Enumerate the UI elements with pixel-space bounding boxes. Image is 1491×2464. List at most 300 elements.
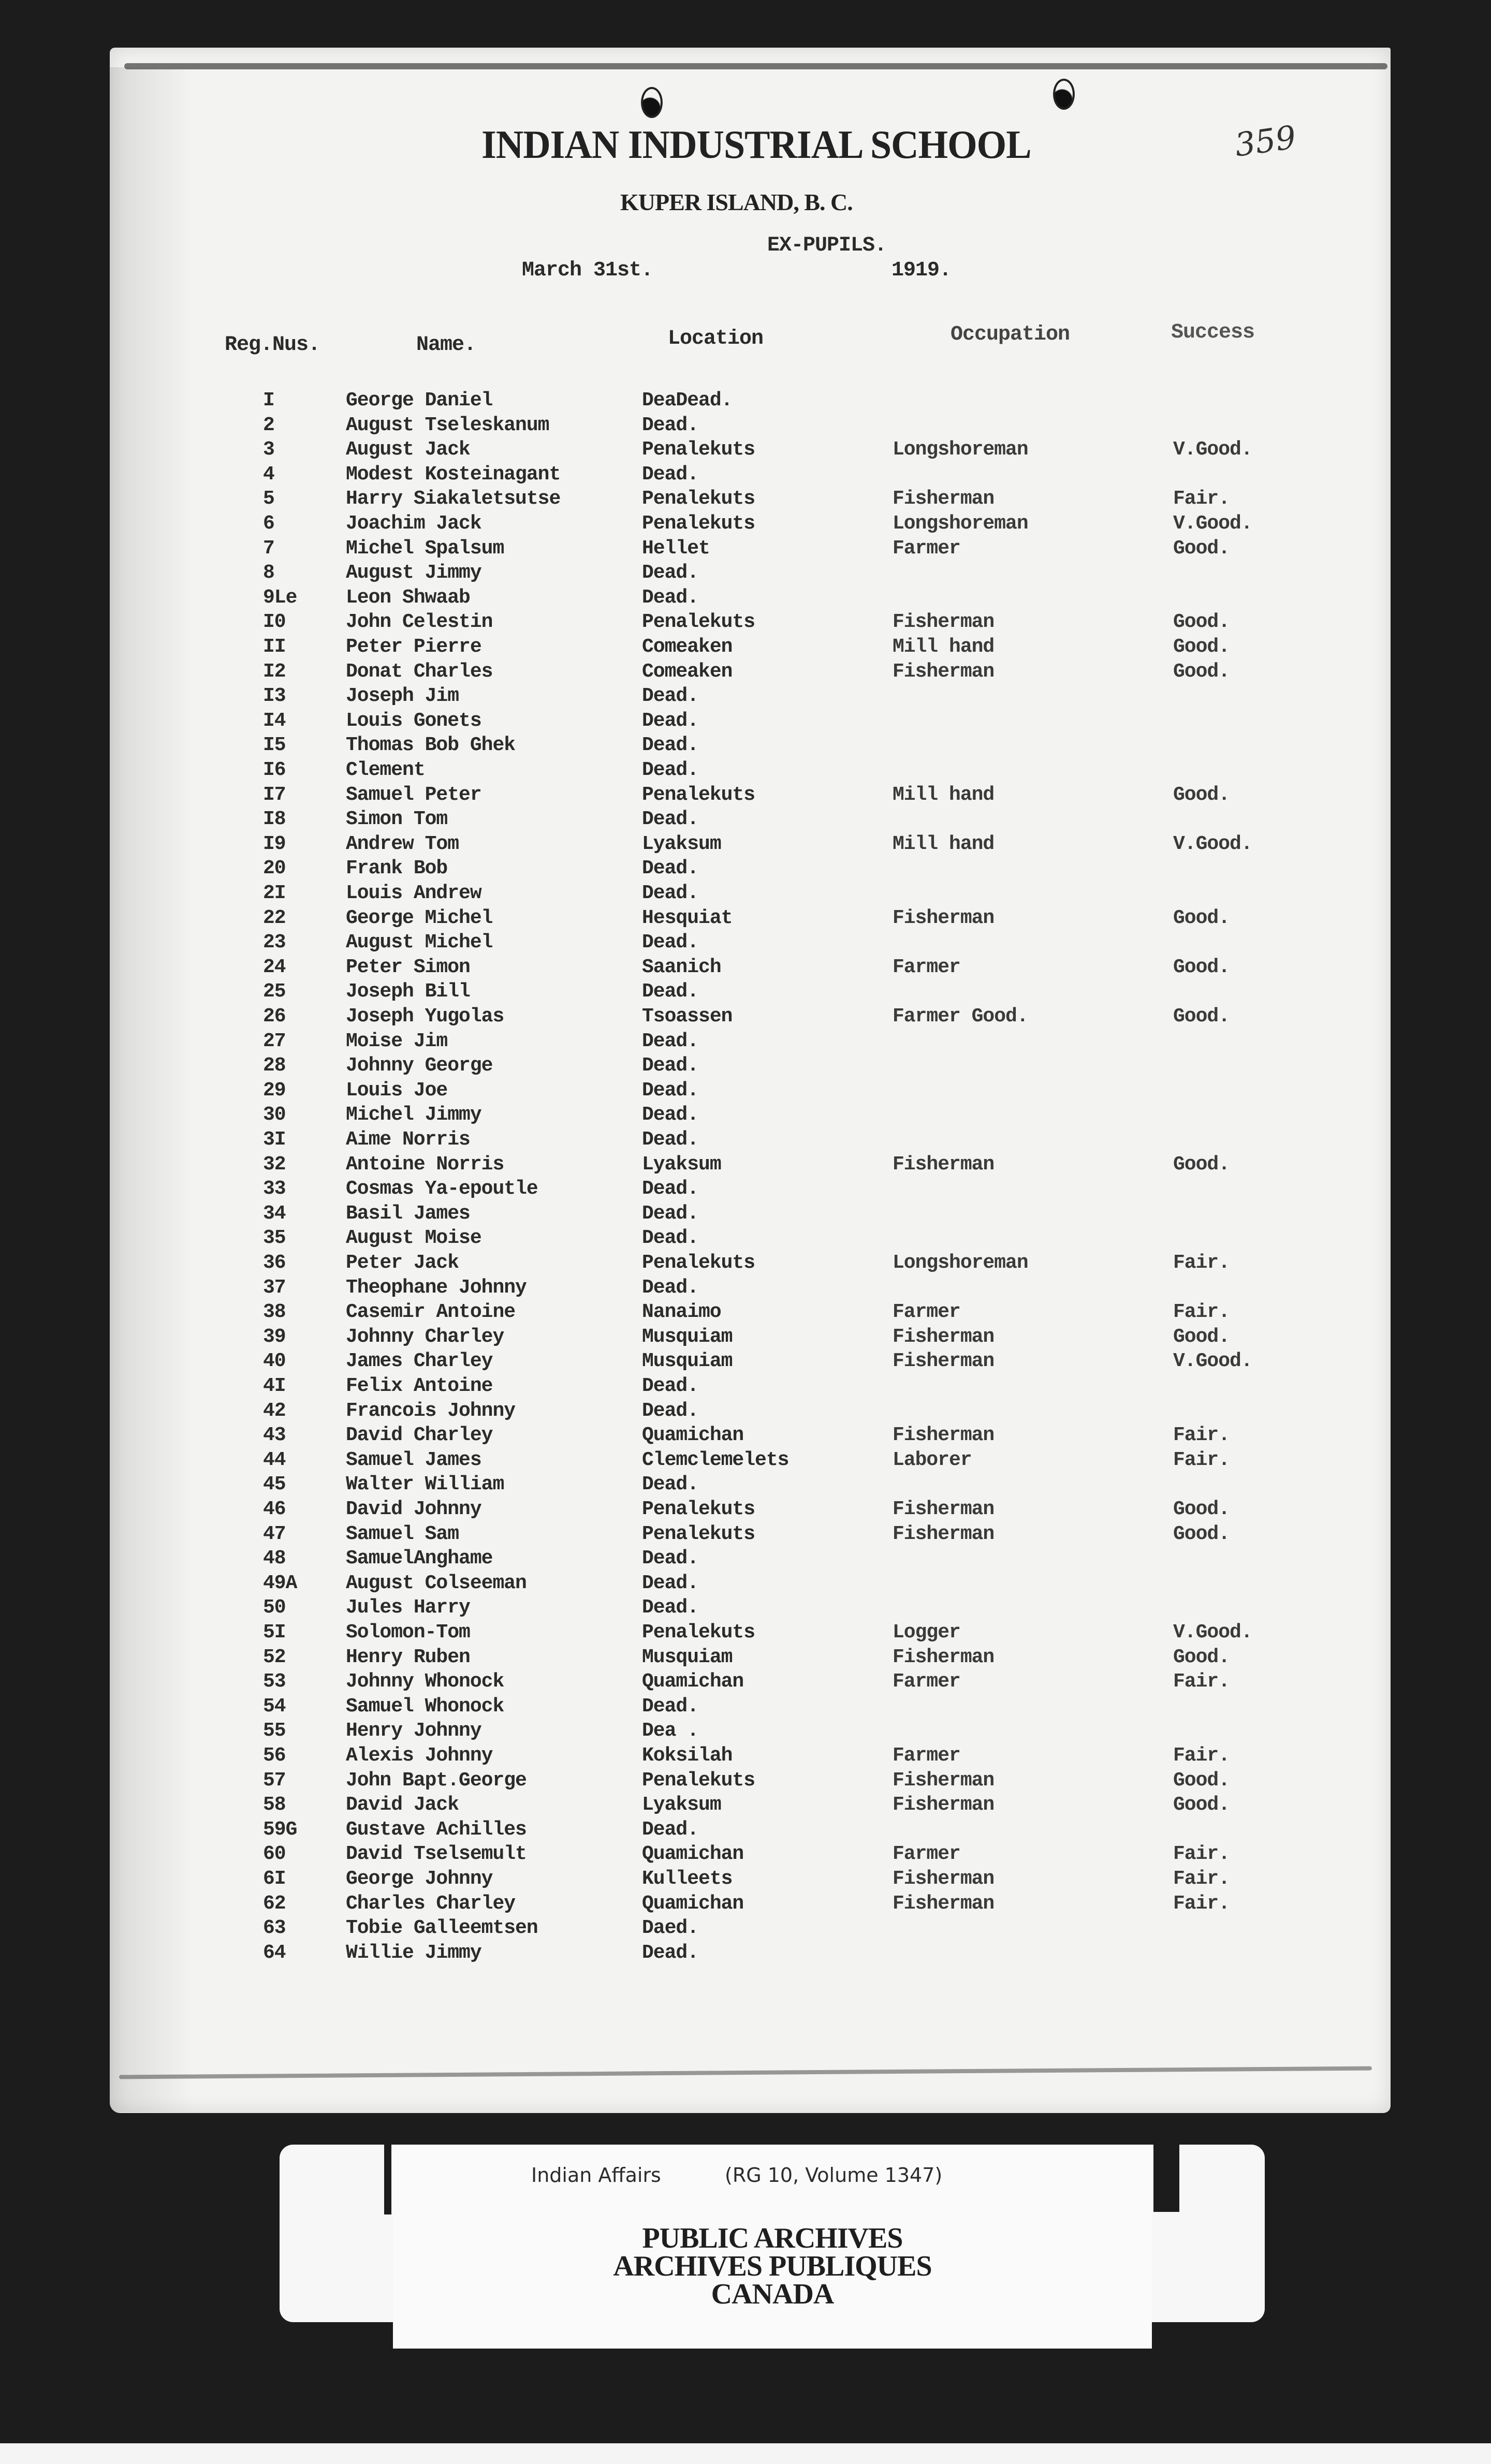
table-row bbox=[0, 979, 1491, 1004]
pupil-occupation: Fisherman bbox=[893, 611, 995, 634]
table-row bbox=[0, 1842, 1491, 1866]
pupil-occupation: Fisherman bbox=[893, 660, 995, 683]
reg-number: 62 bbox=[263, 1892, 286, 1915]
pupil-location: Quamichan bbox=[642, 1670, 744, 1693]
reg-number: 9Le bbox=[263, 586, 297, 609]
pupil-location: Dead. bbox=[642, 1227, 699, 1250]
archive-fonds: Indian Affairs bbox=[531, 2164, 661, 2187]
pupil-name: August Michel bbox=[346, 931, 493, 954]
pupil-name: Louis Gonets bbox=[346, 709, 481, 732]
pupil-occupation: Longshoreman bbox=[893, 1252, 1028, 1274]
table-row bbox=[0, 1694, 1491, 1719]
reg-number: 3 bbox=[263, 438, 274, 461]
archive-reference: (RG 10, Volume 1347) bbox=[725, 2164, 943, 2187]
pupil-success: Fair. bbox=[1173, 1868, 1230, 1890]
table-row bbox=[0, 1152, 1491, 1177]
table-row bbox=[0, 733, 1491, 757]
pupil-name: George Michel bbox=[346, 906, 493, 929]
label-divider bbox=[1153, 2145, 1179, 2212]
pupil-success: Good. bbox=[1173, 1794, 1230, 1816]
pupil-occupation: Fisherman bbox=[893, 1424, 995, 1447]
pupil-occupation: Fisherman bbox=[893, 1498, 995, 1520]
pupil-location: Dead. bbox=[642, 1128, 699, 1151]
pupil-success: Good. bbox=[1173, 956, 1230, 978]
pupil-success: Good. bbox=[1173, 1522, 1230, 1545]
pupil-success: Good. bbox=[1173, 1153, 1230, 1176]
pupil-occupation: Farmer bbox=[893, 1843, 960, 1866]
pupil-name: Leon Shwaab bbox=[346, 586, 470, 609]
reg-number: 47 bbox=[263, 1522, 286, 1545]
pupil-name: Tobie Galleemtsen bbox=[346, 1917, 538, 1940]
reg-number: 50 bbox=[263, 1596, 286, 1619]
pupil-occupation: Fisherman bbox=[893, 1646, 995, 1668]
pupil-name: Johnny Whonock bbox=[346, 1670, 504, 1693]
pupil-name: Louis Joe bbox=[346, 1079, 448, 1102]
pupil-location: Dead. bbox=[642, 931, 699, 954]
table-row bbox=[0, 1177, 1491, 1201]
pupil-success: Fair. bbox=[1173, 488, 1230, 510]
pupil-name: Clement bbox=[346, 759, 425, 781]
reg-number: 56 bbox=[263, 1744, 286, 1767]
pupil-location: Comeaken bbox=[642, 660, 733, 683]
pupil-name: August Moise bbox=[346, 1227, 481, 1250]
document-title: INDIAN INDUSTRIAL SCHOOL bbox=[481, 122, 1031, 168]
pupil-name: Samuel Whonock bbox=[346, 1695, 504, 1718]
pupil-name: Samuel Peter bbox=[346, 783, 481, 806]
table-row bbox=[0, 1595, 1491, 1620]
table-row bbox=[0, 856, 1491, 881]
reg-number: 55 bbox=[263, 1720, 286, 1742]
reg-number: 26 bbox=[263, 1005, 286, 1028]
pupil-location: Dead. bbox=[642, 857, 699, 880]
pupil-location: Dead. bbox=[642, 1818, 699, 1841]
table-row bbox=[0, 1004, 1491, 1029]
pupil-name: George Johnny bbox=[346, 1868, 493, 1890]
pupil-location: Dead. bbox=[642, 709, 699, 732]
pupil-location: Musquiam bbox=[642, 1646, 733, 1668]
pupil-name: David Tselsemult bbox=[346, 1843, 527, 1866]
pupil-location: Penalekuts bbox=[642, 1522, 755, 1545]
pupil-name: Felix Antoine bbox=[346, 1375, 493, 1397]
pupil-location: Comeaken bbox=[642, 636, 733, 658]
pupil-success: Fair. bbox=[1173, 1424, 1230, 1447]
pupil-name: Peter Simon bbox=[346, 956, 470, 978]
pupil-occupation: Fisherman bbox=[893, 906, 995, 929]
report-date: March 31st. bbox=[522, 259, 653, 282]
scan-border bbox=[0, 2443, 1491, 2464]
pupil-location: Clemclemelets bbox=[642, 1448, 789, 1471]
pupil-success: V.Good. bbox=[1173, 438, 1252, 461]
reg-number: 40 bbox=[263, 1350, 286, 1373]
pupil-location: Dead. bbox=[642, 882, 699, 904]
reg-number: 49A bbox=[263, 1572, 297, 1594]
pupil-location: Dead. bbox=[642, 1276, 699, 1299]
reg-number: 35 bbox=[263, 1227, 286, 1250]
pupil-location: Penalekuts bbox=[642, 1621, 755, 1644]
table-row bbox=[0, 659, 1491, 684]
pupil-success: Good. bbox=[1173, 1769, 1230, 1792]
pupil-occupation: Logger bbox=[893, 1621, 960, 1644]
table-row bbox=[0, 832, 1491, 856]
table-row bbox=[0, 1497, 1491, 1521]
pupil-occupation: Fisherman bbox=[893, 1325, 995, 1348]
reg-number: 42 bbox=[263, 1399, 286, 1422]
pupil-location: Dead. bbox=[642, 1202, 699, 1225]
reg-number: 33 bbox=[263, 1178, 286, 1200]
table-row bbox=[0, 1078, 1491, 1103]
reg-number: 53 bbox=[263, 1670, 286, 1693]
reg-number: 2 bbox=[263, 414, 274, 436]
pupil-location: Dead. bbox=[642, 1178, 699, 1200]
pupil-location: DeaDead. bbox=[642, 389, 733, 412]
pupil-location: Dead. bbox=[642, 734, 699, 757]
pupil-location: Hesquiat bbox=[642, 906, 733, 929]
table-row bbox=[0, 437, 1491, 462]
pupil-occupation: Fisherman bbox=[893, 1892, 995, 1915]
reg-number: 37 bbox=[263, 1276, 286, 1299]
pupil-occupation: Mill hand bbox=[893, 832, 995, 855]
pupil-location: Dead. bbox=[642, 1941, 699, 1964]
reg-number: 39 bbox=[263, 1325, 286, 1348]
table-row bbox=[0, 1472, 1491, 1497]
pupil-location: Penalekuts bbox=[642, 611, 755, 634]
reg-number: 2I bbox=[263, 882, 286, 904]
pupil-location: Dead. bbox=[642, 1054, 699, 1077]
reg-number: 5I bbox=[263, 1621, 286, 1644]
section-heading: EX-PUPILS. bbox=[767, 234, 887, 257]
table-row bbox=[0, 1669, 1491, 1694]
pupil-name: Samuel James bbox=[346, 1448, 481, 1471]
pupil-occupation: Fisherman bbox=[893, 1153, 995, 1176]
pupil-occupation: Farmer bbox=[893, 1744, 960, 1767]
pupil-occupation: Fisherman bbox=[893, 1868, 995, 1890]
pupil-location: Koksilah bbox=[642, 1744, 733, 1767]
page-fold-line bbox=[124, 63, 1387, 69]
pupil-occupation: Mill hand bbox=[893, 636, 995, 658]
pupil-location: Dead. bbox=[642, 1695, 699, 1718]
table-row bbox=[0, 930, 1491, 955]
table-row bbox=[0, 1546, 1491, 1571]
table-row bbox=[0, 906, 1491, 930]
table-row bbox=[0, 1916, 1491, 1940]
pupil-location: Dead. bbox=[642, 1596, 699, 1619]
reg-number: 43 bbox=[263, 1424, 286, 1447]
table-row bbox=[0, 487, 1491, 511]
pupil-name: Aime Norris bbox=[346, 1128, 470, 1151]
table-row bbox=[0, 1571, 1491, 1595]
pupil-location: Penalekuts bbox=[642, 512, 755, 535]
pupil-name: John Bapt.George bbox=[346, 1769, 527, 1792]
pupil-name: Alexis Johnny bbox=[346, 1744, 493, 1767]
reg-number: I0 bbox=[263, 611, 286, 634]
table-row bbox=[0, 1349, 1491, 1373]
pupil-name: Frank Bob bbox=[346, 857, 448, 880]
table-row bbox=[0, 635, 1491, 659]
reg-number: 20 bbox=[263, 857, 286, 880]
table-row bbox=[0, 1103, 1491, 1127]
reg-number: 23 bbox=[263, 931, 286, 954]
pupil-name: Walter William bbox=[346, 1473, 504, 1496]
pupil-success: V.Good. bbox=[1173, 832, 1252, 855]
reg-number: 30 bbox=[263, 1104, 286, 1126]
table-row bbox=[0, 536, 1491, 561]
pupil-name: Henry Ruben bbox=[346, 1646, 470, 1668]
pupil-occupation: Fisherman bbox=[893, 1769, 995, 1792]
table-row bbox=[0, 1448, 1491, 1472]
pupil-name: August Tseleskanum bbox=[346, 414, 549, 436]
pupil-name: Donat Charles bbox=[346, 660, 493, 683]
pupil-name: SamuelAnghame bbox=[346, 1547, 493, 1570]
pupil-success: Fair. bbox=[1173, 1252, 1230, 1274]
pupil-name: Modest Kosteinagant bbox=[346, 463, 561, 486]
table-row bbox=[0, 1029, 1491, 1053]
pupil-occupation: Farmer bbox=[893, 537, 960, 560]
pupil-name: Cosmas Ya-epoutle bbox=[346, 1178, 538, 1200]
table-row bbox=[0, 1053, 1491, 1078]
table-row bbox=[0, 783, 1491, 807]
reg-number: 22 bbox=[263, 906, 286, 929]
reg-number: 3I bbox=[263, 1128, 286, 1151]
pupil-success: V.Good. bbox=[1173, 1621, 1252, 1644]
pupil-occupation: Longshoreman bbox=[893, 438, 1028, 461]
pupil-location: Penalekuts bbox=[642, 1498, 755, 1520]
pupil-name: George Daniel bbox=[346, 389, 493, 412]
pupil-location: Penalekuts bbox=[642, 1252, 755, 1274]
table-row bbox=[0, 1522, 1491, 1546]
reg-number: I7 bbox=[263, 783, 286, 806]
pupil-name: Willie Jimmy bbox=[346, 1941, 481, 1964]
reg-number: 64 bbox=[263, 1941, 286, 1964]
pupil-occupation: Farmer bbox=[893, 1670, 960, 1693]
table-row bbox=[0, 585, 1491, 610]
pupil-success: Good. bbox=[1173, 906, 1230, 929]
pupil-occupation: Longshoreman bbox=[893, 512, 1028, 535]
reg-number: 52 bbox=[263, 1646, 286, 1668]
table-row bbox=[0, 1251, 1491, 1275]
pupil-location: Dead. bbox=[642, 1030, 699, 1052]
archive-name-fr: ARCHIVES PUBLIQUES bbox=[613, 2250, 932, 2282]
reg-number: 54 bbox=[263, 1695, 286, 1718]
pupil-name: Joseph Jim bbox=[346, 685, 459, 708]
pupil-success: Good. bbox=[1173, 1646, 1230, 1668]
pupil-name: Henry Johnny bbox=[346, 1720, 481, 1742]
table-row bbox=[0, 1867, 1491, 1891]
column-header-occupation: Occupation bbox=[951, 323, 1070, 346]
pupil-name: Antoine Norris bbox=[346, 1153, 504, 1176]
pupil-location: Penalekuts bbox=[642, 783, 755, 806]
column-header-name: Name. bbox=[416, 333, 476, 357]
reg-number: 4I bbox=[263, 1375, 286, 1397]
pupil-location: Dea . bbox=[642, 1720, 699, 1742]
pupil-name: Michel Jimmy bbox=[346, 1104, 481, 1126]
pupil-location: Dead. bbox=[642, 414, 699, 436]
reg-number: I3 bbox=[263, 685, 286, 708]
table-row bbox=[0, 955, 1491, 979]
table-row bbox=[0, 511, 1491, 536]
pupil-name: David Jack bbox=[346, 1794, 459, 1816]
pupil-success: Fair. bbox=[1173, 1670, 1230, 1693]
table-row bbox=[0, 1374, 1491, 1398]
reg-number: 7 bbox=[263, 537, 274, 560]
pupil-occupation: Fisherman bbox=[893, 1350, 995, 1373]
pupil-name: Casemir Antoine bbox=[346, 1301, 516, 1324]
table-row bbox=[0, 1719, 1491, 1743]
table-row bbox=[0, 462, 1491, 487]
pupil-location: Dead. bbox=[642, 463, 699, 486]
pupil-location: Lyaksum bbox=[642, 1794, 721, 1816]
reg-number: 57 bbox=[263, 1769, 286, 1792]
pupil-name: Jules Harry bbox=[346, 1596, 470, 1619]
pupil-name: Joachim Jack bbox=[346, 512, 481, 535]
reg-number: 38 bbox=[263, 1301, 286, 1324]
pupil-name: August Jack bbox=[346, 438, 470, 461]
reg-number: 60 bbox=[263, 1843, 286, 1866]
reg-number: 25 bbox=[263, 980, 286, 1003]
pupil-name: Gustave Achilles bbox=[346, 1818, 527, 1841]
pupil-location: Daed. bbox=[642, 1917, 699, 1940]
pupil-success: Fair. bbox=[1173, 1301, 1230, 1324]
pupil-success: V.Good. bbox=[1173, 512, 1252, 535]
archive-country: CANADA bbox=[711, 2278, 834, 2310]
pupil-location: Tsoassen bbox=[642, 1005, 733, 1028]
label-divider bbox=[384, 2145, 391, 2214]
pupil-location: Penalekuts bbox=[642, 488, 755, 510]
table-row bbox=[0, 1768, 1491, 1793]
pupil-name: James Charley bbox=[346, 1350, 493, 1373]
pupil-location: Dead. bbox=[642, 808, 699, 831]
pupil-success: Fair. bbox=[1173, 1448, 1230, 1471]
pupil-location: Dead. bbox=[642, 1104, 699, 1126]
pupil-name: August Colseeman bbox=[346, 1572, 527, 1594]
pupil-success: Good. bbox=[1173, 783, 1230, 806]
pupil-location: Dead. bbox=[642, 562, 699, 584]
reg-number: 63 bbox=[263, 1917, 286, 1940]
pupil-name: Joseph Yugolas bbox=[346, 1005, 504, 1028]
table-row bbox=[0, 1817, 1491, 1842]
table-row bbox=[0, 1891, 1491, 1916]
reg-number: I5 bbox=[263, 734, 286, 757]
pupil-location: Dead. bbox=[642, 759, 699, 781]
pupil-name: David Johnny bbox=[346, 1498, 481, 1520]
reg-number: I bbox=[263, 389, 274, 412]
reg-number: 6 bbox=[263, 512, 274, 535]
reg-number: 27 bbox=[263, 1030, 286, 1052]
table-row bbox=[0, 388, 1491, 413]
reg-number: 58 bbox=[263, 1794, 286, 1816]
table-row bbox=[0, 1325, 1491, 1349]
pupil-occupation: Laborer bbox=[893, 1448, 972, 1471]
pupil-name: John Celestin bbox=[346, 611, 493, 634]
pupil-name: Samuel Sam bbox=[346, 1522, 459, 1545]
pupil-location: Quamichan bbox=[642, 1892, 744, 1915]
pupil-name: Andrew Tom bbox=[346, 832, 459, 855]
pupil-location: Dead. bbox=[642, 1375, 699, 1397]
archive-name-en: PUBLIC ARCHIVES bbox=[642, 2222, 903, 2254]
table-row bbox=[0, 881, 1491, 905]
pupil-success: Fair. bbox=[1173, 1892, 1230, 1915]
pupil-name: Simon Tom bbox=[346, 808, 448, 831]
reg-number: 32 bbox=[263, 1153, 286, 1176]
reg-number: 5 bbox=[263, 488, 274, 510]
pupil-name: Johnny Charley bbox=[346, 1325, 504, 1348]
reg-number: I6 bbox=[263, 759, 286, 781]
table-row bbox=[0, 1793, 1491, 1817]
pupil-location: Kulleets bbox=[642, 1868, 733, 1890]
pupil-location: Dead. bbox=[642, 1079, 699, 1102]
table-row bbox=[0, 1226, 1491, 1250]
pupil-location: Nanaimo bbox=[642, 1301, 721, 1324]
pupil-location: Musquiam bbox=[642, 1350, 733, 1373]
pupil-name: Louis Andrew bbox=[346, 882, 481, 904]
pupil-name: Charles Charley bbox=[346, 1892, 516, 1915]
reg-number: 36 bbox=[263, 1252, 286, 1274]
document-subtitle: KUPER ISLAND, B. C. bbox=[620, 189, 853, 215]
pupil-occupation: Fisherman bbox=[893, 1794, 995, 1816]
table-row bbox=[0, 758, 1491, 782]
table-row bbox=[0, 413, 1491, 437]
pupil-name: Basil James bbox=[346, 1202, 470, 1225]
pupil-name: Solomon-Tom bbox=[346, 1621, 470, 1644]
pupil-success: Good. bbox=[1173, 660, 1230, 683]
pupil-success: Good. bbox=[1173, 537, 1230, 560]
pupil-occupation: Farmer Good. bbox=[893, 1005, 1028, 1028]
table-row bbox=[0, 1399, 1491, 1423]
pupil-location: Lyaksum bbox=[642, 1153, 721, 1176]
pupil-location: Dead. bbox=[642, 1399, 699, 1422]
pupil-location: Dead. bbox=[642, 685, 699, 708]
report-year: 1919. bbox=[891, 259, 952, 282]
table-row bbox=[0, 610, 1491, 634]
pupil-name: Joseph Bill bbox=[346, 980, 470, 1003]
reg-number: I9 bbox=[263, 832, 286, 855]
pupil-name: David Charley bbox=[346, 1424, 493, 1447]
reg-number: 46 bbox=[263, 1498, 286, 1520]
pupil-occupation: Mill hand bbox=[893, 783, 995, 806]
pupil-location: Dead. bbox=[642, 1473, 699, 1496]
table-row bbox=[0, 1127, 1491, 1152]
pupil-name: Thomas Bob Ghek bbox=[346, 734, 516, 757]
reg-number: II bbox=[263, 636, 286, 658]
pupil-occupation: Farmer bbox=[893, 956, 960, 978]
table-row bbox=[0, 1201, 1491, 1226]
table-row bbox=[0, 1423, 1491, 1447]
pupil-success: Fair. bbox=[1173, 1843, 1230, 1866]
reg-number: 48 bbox=[263, 1547, 286, 1570]
pupil-location: Lyaksum bbox=[642, 832, 721, 855]
reg-number: 4 bbox=[263, 463, 274, 486]
table-row bbox=[0, 1743, 1491, 1768]
reg-number: I8 bbox=[263, 808, 286, 831]
reg-number: 45 bbox=[263, 1473, 286, 1496]
table-row bbox=[0, 1620, 1491, 1645]
pupil-location: Dead. bbox=[642, 980, 699, 1003]
pupil-location: Quamichan bbox=[642, 1843, 744, 1866]
reg-number: 6I bbox=[263, 1868, 286, 1890]
pupil-occupation: Farmer bbox=[893, 1301, 960, 1324]
handwritten-page-number: 359 bbox=[1232, 118, 1298, 164]
reg-number: 59G bbox=[263, 1818, 297, 1841]
pupil-location: Hellet bbox=[642, 537, 710, 560]
table-row bbox=[0, 684, 1491, 708]
pupil-name: Moise Jim bbox=[346, 1030, 448, 1052]
reg-number: 28 bbox=[263, 1054, 286, 1077]
pupil-success: V.Good. bbox=[1173, 1350, 1252, 1373]
pupil-location: Musquiam bbox=[642, 1325, 733, 1348]
table-row bbox=[0, 1300, 1491, 1324]
table-row bbox=[0, 561, 1491, 585]
reg-number: 34 bbox=[263, 1202, 286, 1225]
pupil-location: Quamichan bbox=[642, 1424, 744, 1447]
